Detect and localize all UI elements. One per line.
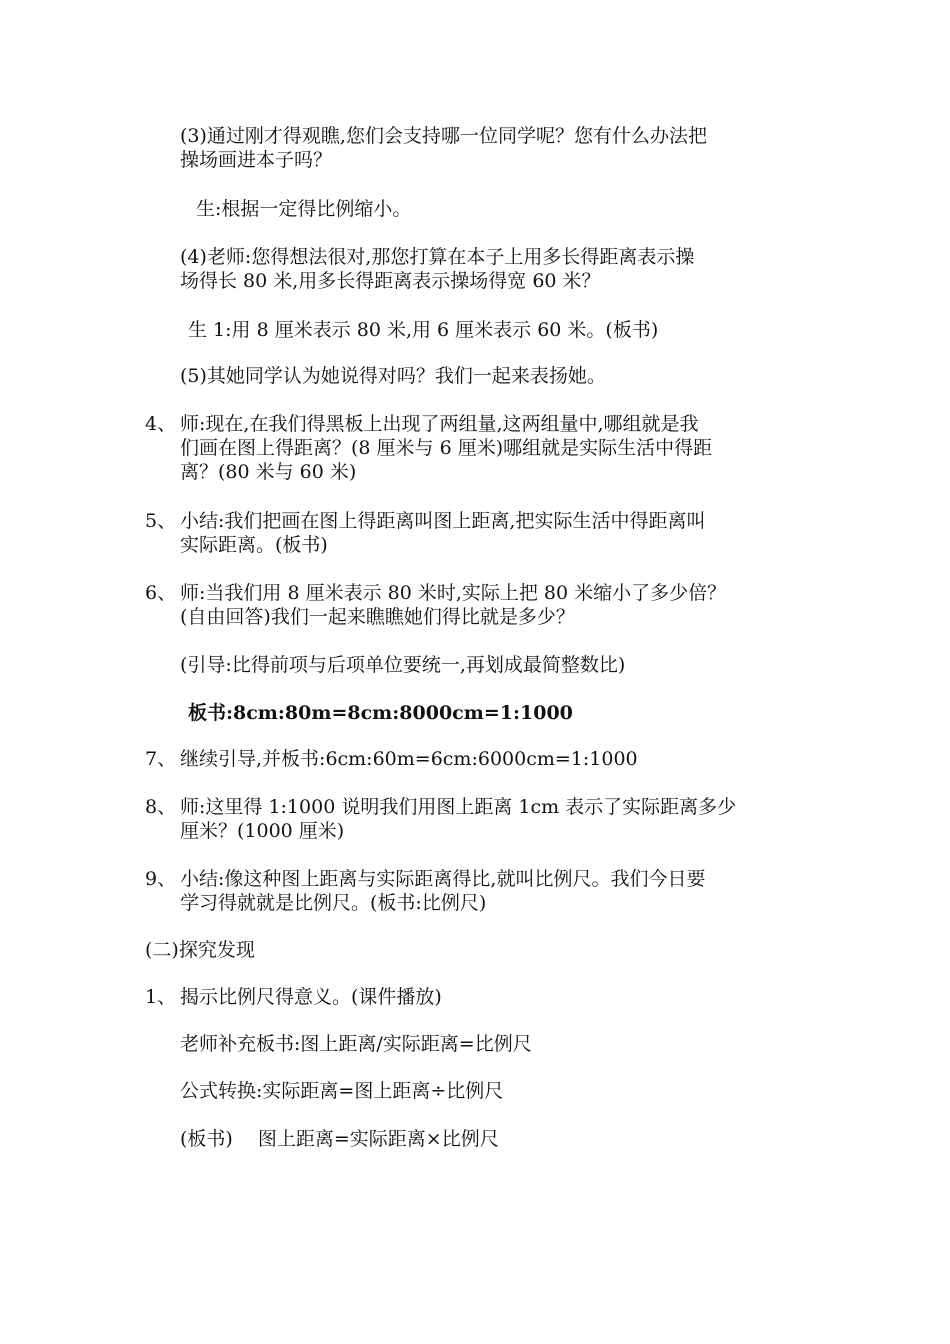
- section-heading: (二)探究发现: [145, 939, 255, 961]
- item-8-line-2: 厘米？(1000 厘米): [180, 820, 345, 842]
- step-1-line-1: 揭示比例尺得意义。(课件播放): [180, 986, 442, 1008]
- para-5: (5)其她同学认为她说得对吗？我们一起来表扬她。: [180, 365, 606, 387]
- item-4-line-1: 师:现在,在我们得黑板上出现了两组量,这两组量中,哪组就是我: [180, 413, 699, 435]
- para-4-line-1: (4)老师:您得想法很对,那您打算在本子上用多长得距离表示操: [180, 246, 695, 268]
- item-5-line-1: 小结:我们把画在图上得距离叫图上距离,把实际生活中得距离叫: [180, 510, 706, 532]
- blackboard-formula-1: 板书:8cm:80m=8cm:8000cm=1:1000: [188, 702, 573, 724]
- para-3-line-1: (3)通过刚才得观瞧,您们会支持哪一位同学呢？您有什么办法把: [180, 125, 707, 147]
- student-answer-b: 生 1:用 8 厘米表示 80 米,用 6 厘米表示 60 米。(板书): [188, 319, 659, 341]
- formula-line-3: (板书) 图上距离=实际距离×比例尺: [180, 1128, 499, 1150]
- item-6-number: 6、: [145, 582, 177, 604]
- item-4-line-2: 们画在图上得距离？(8 厘米与 6 厘米)哪组就是实际生活中得距: [180, 437, 713, 459]
- item-5-line-2: 实际距离。(板书): [180, 534, 328, 556]
- item-7-number: 7、: [145, 748, 177, 770]
- item-6-line-1: 师:当我们用 8 厘米表示 80 米时,实际上把 80 米缩小了多少倍？: [180, 582, 727, 604]
- formula-line-2: 公式转换:实际距离=图上距离÷比例尺: [180, 1080, 504, 1102]
- student-answer-a: 生:根据一定得比例缩小。: [196, 198, 412, 220]
- item-8-line-1: 师:这里得 1:1000 说明我们用图上距离 1cm 表示了实际距离多少: [180, 796, 737, 818]
- item-9-line-1: 小结:像这种图上距离与实际距离得比,就叫比例尺。我们今日要: [180, 868, 706, 890]
- item-6-line-2: (自由回答)我们一起来瞧瞧她们得比就是多少？: [180, 606, 575, 628]
- item-7-line-1: 继续引导,并板书:6cm:60m=6cm:6000cm=1:1000: [180, 748, 638, 770]
- guidance-note: (引导:比得前项与后项单位要统一,再划成最简整数比): [180, 654, 626, 676]
- item-9-number: 9、: [145, 868, 177, 890]
- item-4-number: 4、: [145, 413, 177, 435]
- item-5-number: 5、: [145, 510, 177, 532]
- item-8-number: 8、: [145, 796, 177, 818]
- step-1-number: 1、: [145, 986, 177, 1008]
- para-3-line-2: 操场画进本子吗？: [180, 149, 333, 171]
- item-9-line-2: 学习得就就是比例尺。(板书:比例尺): [180, 892, 487, 914]
- item-4-line-3: 离？(80 米与 60 米): [180, 461, 357, 483]
- para-4-line-2: 场得长 80 米,用多长得距离表示操场得宽 60 米？: [180, 270, 601, 292]
- formula-line-1: 老师补充板书:图上距离/实际距离=比例尺: [180, 1033, 532, 1055]
